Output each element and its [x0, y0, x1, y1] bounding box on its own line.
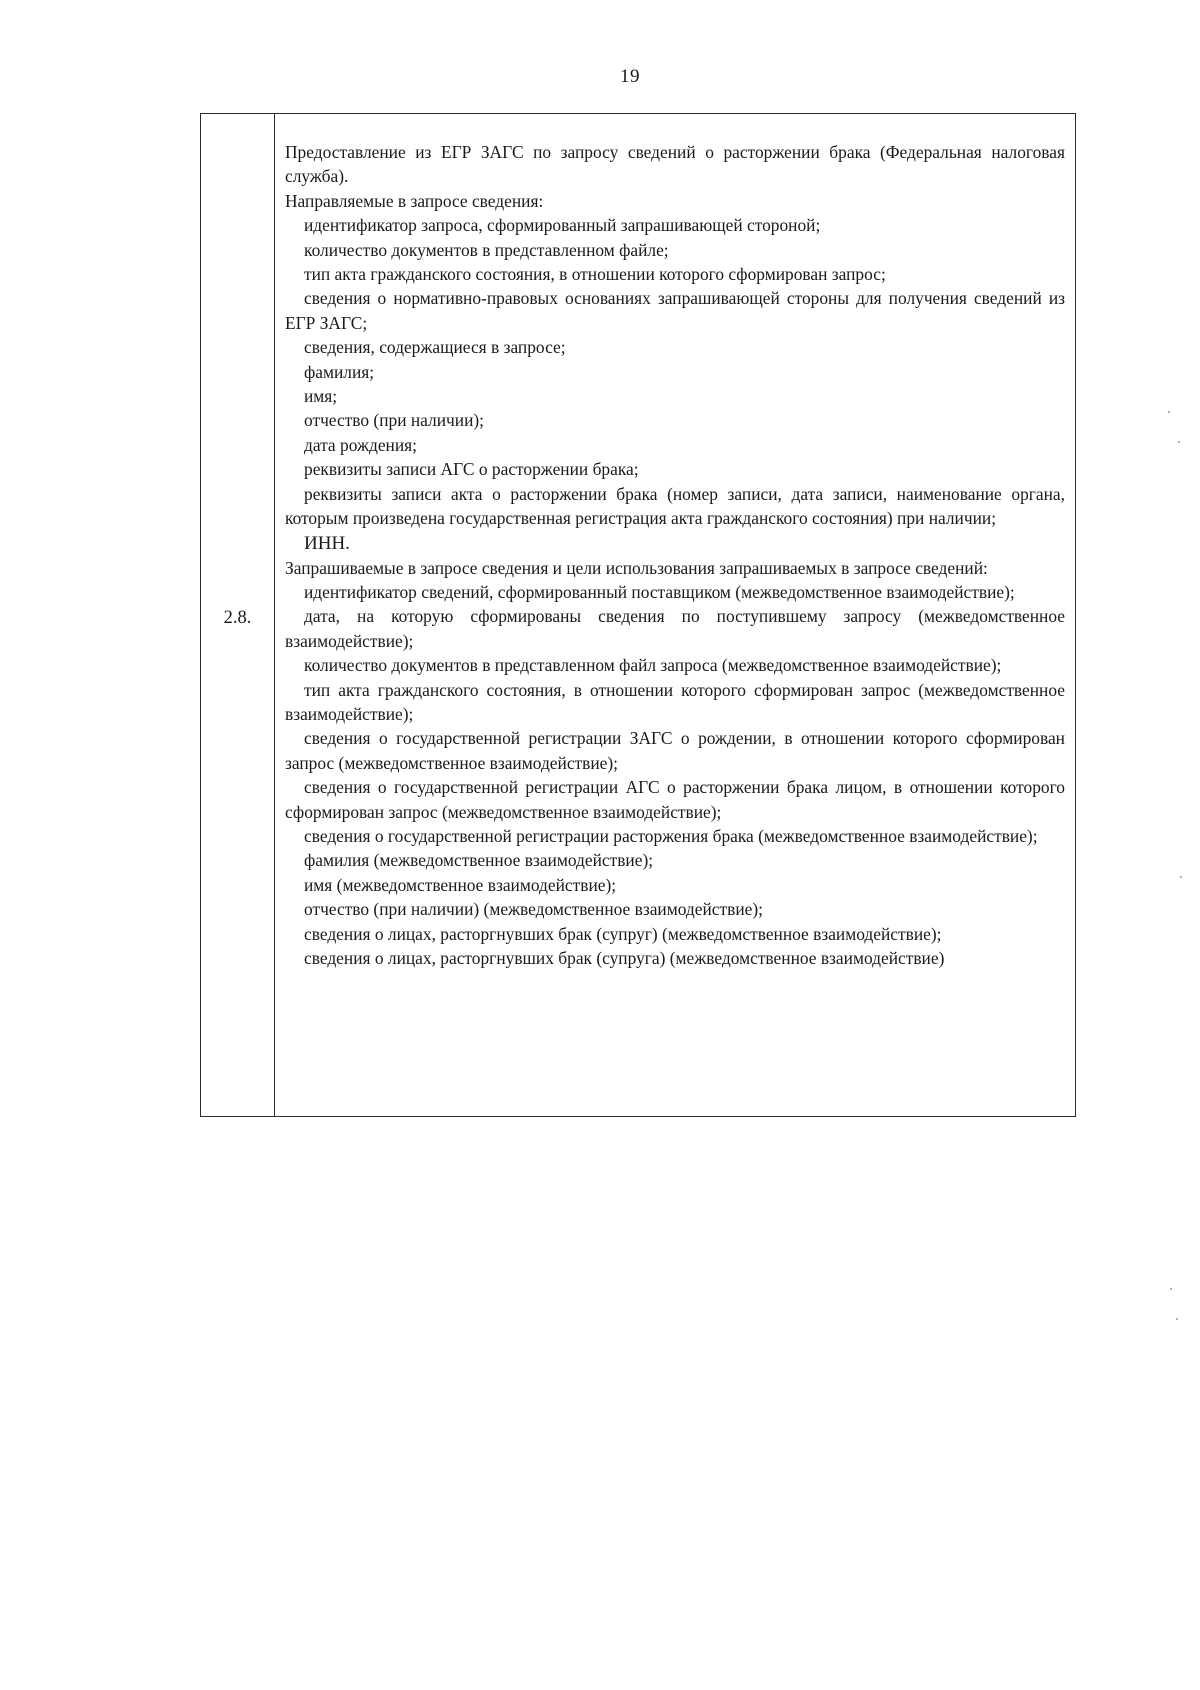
- sent-item: сведения, содержащиеся в запросе;: [304, 337, 566, 358]
- scan-speck: [1176, 1318, 1178, 1320]
- scan-speck: [1178, 441, 1180, 443]
- document-table: [200, 113, 1076, 1117]
- requested-item: сведения о лицах, расторгнувших брак (супруга) (межведомственное взаимодействие): [304, 948, 945, 968]
- sent-item: отчество (при наличии);: [304, 410, 485, 431]
- sent-section-title: Направляемые в запросе сведения:: [285, 190, 544, 211]
- requested-item: сведения о государственной регистрации расторжения брака (межведомственное взаимодействие);: [304, 825, 1038, 846]
- sent-item: реквизиты записи акта о расторжении брака (номер записи, дата записи, наименование органа, которым произведена государственная регистрация акта гражданского состояния) при наличии;: [285, 483, 1065, 529]
- requested-item: сведения о лицах, расторгнувших брак (супруг) (межведомственное взаимодействие);: [304, 923, 942, 944]
- page-number: 19: [620, 66, 640, 87]
- sent-item: тип акта гражданского состояния, в отношении которого сформирован запрос;: [304, 264, 886, 285]
- row-content-cell: [285, 140, 1065, 970]
- requested-item: идентификатор сведений, сформированный поставщиком (межведомственное взаимодействие);: [304, 581, 1015, 602]
- inn-item: ИНН.: [304, 532, 350, 554]
- requested-item: имя (межведомственное взаимодействие);: [304, 874, 617, 895]
- scan-speck: [1180, 876, 1182, 878]
- sent-item: идентификатор запроса, сформированный запрашивающей стороной;: [304, 215, 821, 236]
- requested-item: отчество (при наличии) (межведомственное взаимодействие);: [304, 899, 763, 920]
- sent-item: количество документов в представленном файле;: [304, 239, 669, 260]
- row-number-cell: 2.8.: [223, 608, 252, 628]
- requested-item: количество документов в представленном файл запроса (межведомственное взаимодействие);: [304, 655, 1002, 676]
- requested-item: дата, на которую сформированы сведения по поступившему запросу (межведомственное взаимодействие);: [285, 606, 1065, 651]
- column-divider: [274, 114, 275, 1116]
- scan-speck: [1170, 1288, 1172, 1290]
- sent-item: имя;: [304, 386, 338, 407]
- sent-item: фамилия;: [304, 361, 375, 382]
- requested-item: сведения о государственной регистрации ЗАГС о рождении, в отношении которого сформирован запрос (межведомственное взаимодействие);: [285, 728, 1065, 773]
- sent-item: дата рождения;: [304, 434, 417, 455]
- scan-speck: [1168, 411, 1170, 413]
- sent-item: сведения о нормативно-правовых основаниях запрашивающей стороны для получения сведений из ЕГР ЗАГС;: [285, 288, 1065, 333]
- requested-item: фамилия (межведомственное взаимодействие);: [304, 850, 654, 871]
- requested-item: сведения о государственной регистрации АГС о расторжении брака лицом, в отношении которого сформирован запрос (межведомственное взаимодействие);: [285, 777, 1065, 822]
- requested-item: тип акта гражданского состояния, в отношении которого сформирован запрос (межведомственное взаимодействие);: [285, 679, 1065, 724]
- sent-item: реквизиты записи АГС о расторжении брака;: [304, 459, 639, 480]
- row-heading: Предоставление из ЕГР ЗАГС по запросу сведений о расторжении брака (Федеральная налоговая служба).: [285, 142, 1065, 187]
- requested-section-title: Запрашиваемые в запросе сведения и цели использования запрашиваемых в запросе сведений:: [285, 557, 988, 578]
